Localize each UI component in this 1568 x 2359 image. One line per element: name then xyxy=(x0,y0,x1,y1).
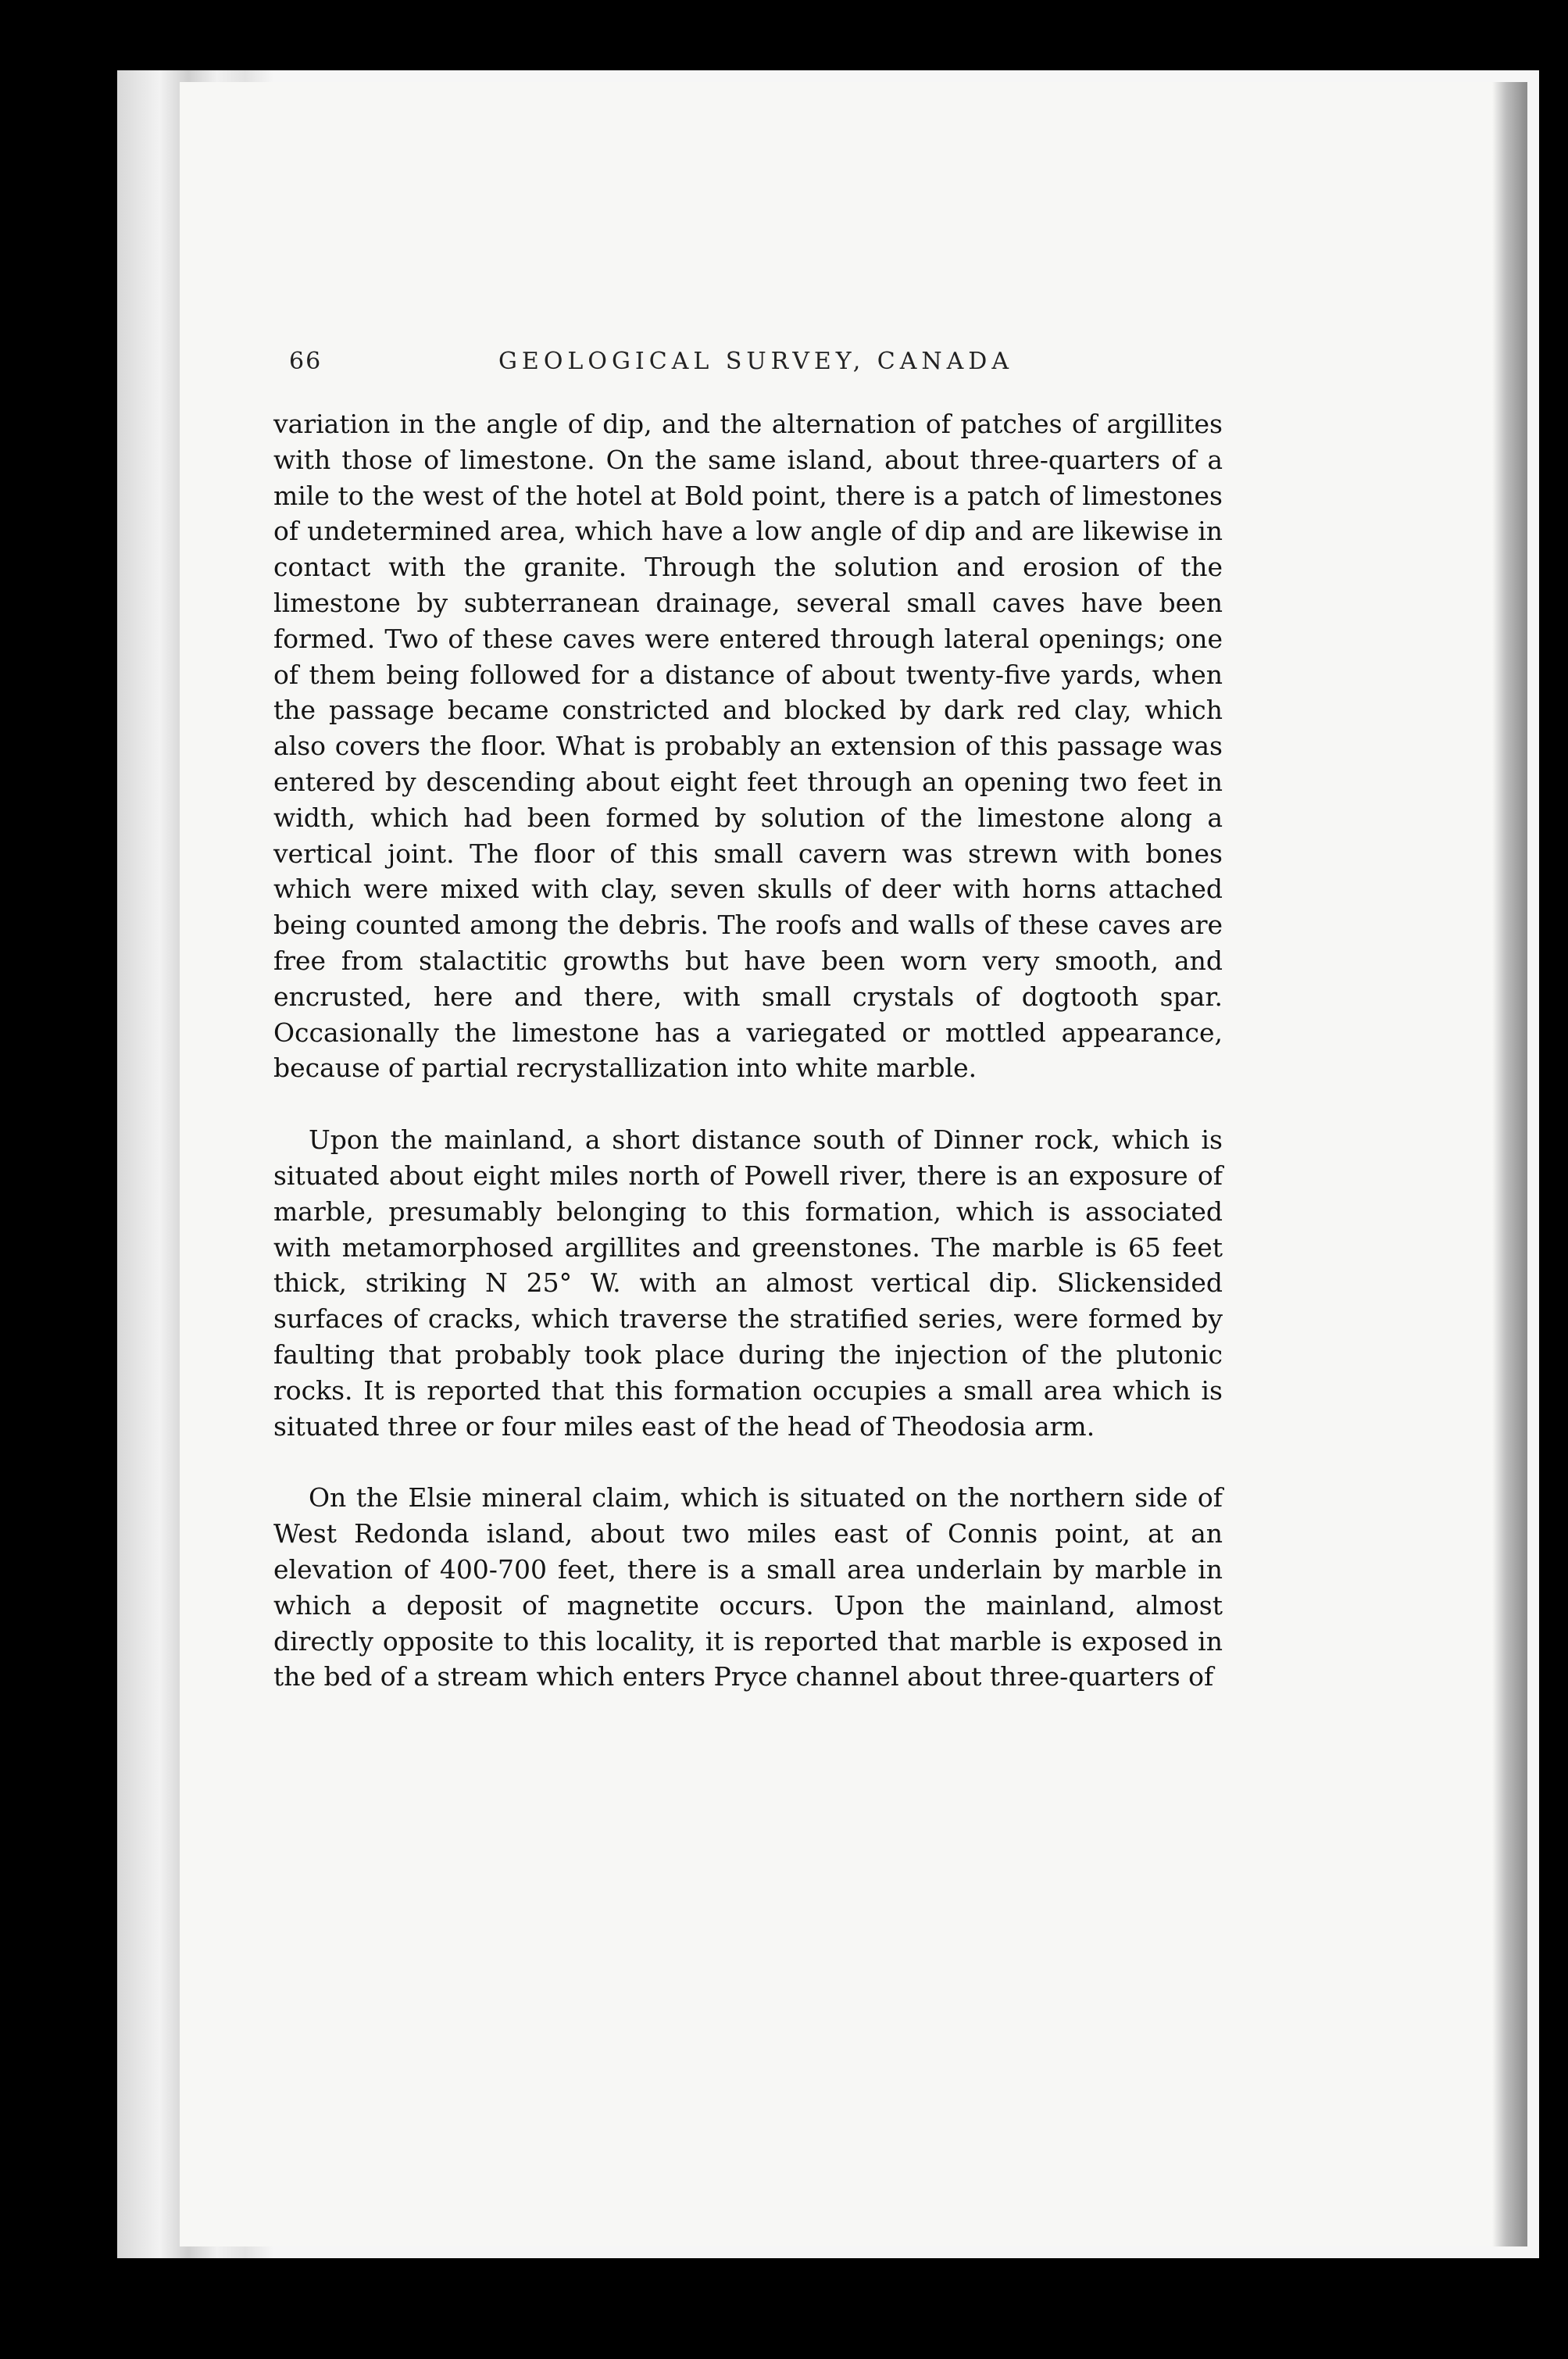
paragraph-2: Upon the mainland, a short distance south of Dinner rock, which is situated about eight miles north of Powell river, there is an exposure of marble, presumably belonging to this formation, which is associated with metamorphosed argillites and greenstones. The marble is 65 feet thick, striking N 25° W. with an almost vertical dip. Slickensided surfaces of cracks, which traverse the stratified series, were formed by faulting that probably took place during the injection of the plutonic rocks. It is reported that this formation occupies a small area which is situated three or four miles east of the head of Theodosia arm. xyxy=(273,1124,1223,1442)
running-title: GEOLOGICAL SURVEY, CANADA xyxy=(498,348,1014,375)
paragraph-1: variation in the angle of dip, and the alternation of patches of argillites with those of limestone. On the same island, about three-quarters of a mile to the west of the hotel at Bold point, there is a patch of limestones of undetermined area, which have a low angle of dip and are likewise in contact with the granite. Through the solution and erosion of the limestone by subterranean drainage, several small caves have been formed. Two of these caves were entered through lateral openings; one of them being followed for a distance of about twenty-five yards, when the passage became constricted and blocked by dark red clay, which also covers the floor. What is probably an extension of this passage was entered by descending about eight feet through an opening two feet in width, which had been formed by solution of the limestone along a vertical joint. The floor of this small cavern was strewn with bones which were mixed with clay, seven skulls of deer with horns attached being counted among the debris. The roofs and walls of these caves are free from stalactitic growths but have been worn very smooth, and encrusted, here and there, with small crystals of dogtooth spar. Occasionally the limestone has a variegated or mottled appearance, because of partial recrystallization into white marble. xyxy=(273,409,1223,1084)
body-text xyxy=(273,406,1223,1731)
paragraph-3: On the Elsie mineral claim, which is situated on the northern side of West Redonda island, about two miles east of Connis point, at an elevation of 400-700 feet, there is a small area underlain by marble in which a deposit of magnetite occurs. Upon the mainland, almost directly opposite to this locality, it is reported that marble is exposed in the bed of a stream which enters Pryce channel about three-quarters of xyxy=(273,1482,1223,1692)
page-number: 66 xyxy=(289,348,323,375)
page-header xyxy=(289,348,1223,395)
page-gutter-shadow xyxy=(1492,82,1527,2246)
